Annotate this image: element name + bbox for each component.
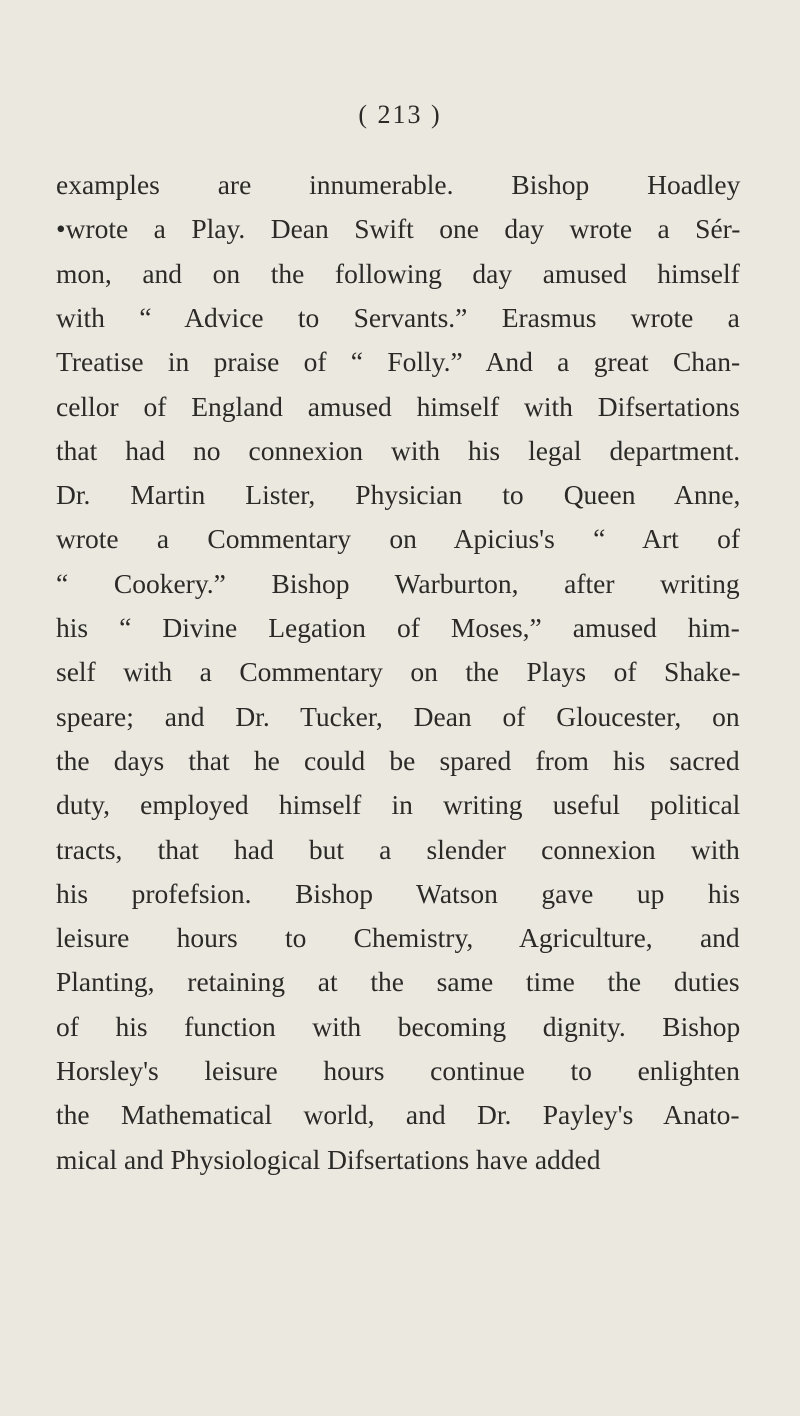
text-line: Treatise in praise of “ Folly.” And a great Chan- [56, 346, 741, 378]
text-line: examples are innumerable. Bishop Hoadley [56, 169, 741, 200]
text-line: •wrote a Play. Dean Swift one day wrote a Sér- [56, 213, 741, 245]
text-line: the days that he could be spared from his sacred [56, 744, 740, 776]
text-line: tracts, that had but a slender connexion with [56, 833, 740, 865]
text-line: “ Cookery.” Bishop Warburton, after writing [56, 567, 740, 599]
text-line: the Mathematical world, and Dr. Payley's Anato- [56, 1099, 740, 1131]
text-line: with “ Advice to Servants.” Erasmus wrote a [56, 301, 740, 333]
text-line: his profefsion. Bishop Watson gave up his [56, 877, 741, 909]
text-line: speare; and Dr. Tucker, Dean of Gloucester, on [56, 700, 740, 732]
text-line: Dr. Martin Lister, Physician to Queen Anne, [56, 479, 741, 511]
text-line: his “ Divine Legation of Moses,” amused him- [56, 612, 740, 643]
text-line: cellor of England amused himself with Difsertations [56, 390, 740, 422]
text-line: that had no connexion with his legal department. [56, 434, 741, 466]
text-line: mon, and on the following day amused himself [56, 257, 740, 289]
page-number-header: ( 213 ) [358, 100, 442, 129]
text-line: Horsley's leisure hours continue to enlighten [56, 1055, 740, 1086]
text-line: duty, employed himself in writing useful political [56, 789, 741, 821]
text-line: leisure hours to Chemistry, Agriculture, and [56, 922, 740, 954]
text-line: Planting, retaining at the same time the duties [56, 966, 740, 998]
text-line: of his function with becoming dignity. Bishop [56, 1010, 741, 1042]
text-line: wrote a Commentary on Apicius's “ Art of [56, 523, 740, 555]
text-line: mical and Physiological Difsertations have added [56, 1143, 601, 1175]
text-line: self with a Commentary on the Plays of Shake- [56, 656, 741, 688]
